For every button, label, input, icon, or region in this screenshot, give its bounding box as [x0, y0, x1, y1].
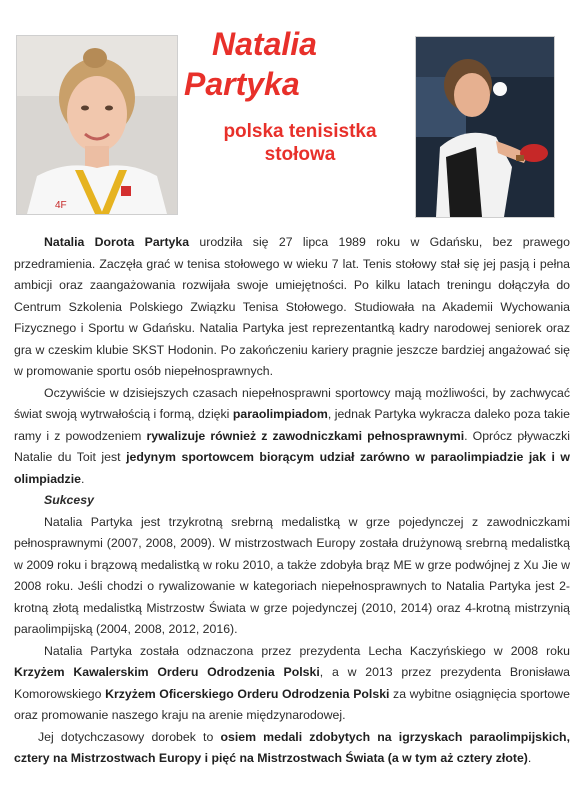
text-span: .	[80, 471, 85, 486]
subtitle-line-1: polska tenisistka	[223, 121, 377, 142]
full-name: Natalia Dorota Partyka	[44, 235, 190, 249]
title-first-name: Natalia	[212, 26, 317, 62]
text-span: , jednak Partyka wykracza daleko poza takie ramy i z powodzeniem	[14, 407, 570, 443]
awards-paragraph	[14, 641, 570, 727]
subtitle-line-2: stołowa	[264, 144, 336, 165]
bold-span: Krzyżem Kawalerskim Orderu Odrodzenia Polski	[14, 665, 320, 679]
medals-paragraph	[14, 727, 570, 770]
bold-span: osiem medali zdobytych na igrzyskach paraolimpijskich, cztery na Mistrzostwach Europy i pięć na Mistrzostwach Świata (a w tym aż cztery złote)	[14, 729, 570, 765]
text-span: za wybitne osiągnięcia sportowe oraz promowanie naszego kraju na arenie międzynarodowej.	[14, 686, 570, 722]
bold-span: paraolimpiadom	[232, 407, 328, 421]
bio-paragraph-2	[14, 383, 570, 491]
title-last-name: Partyka	[184, 66, 300, 102]
section-heading-sukcesy: Sukcesy	[44, 493, 94, 507]
text-span: , a w 2013 przez prezydenta Bronisława Komorowskiego	[14, 665, 570, 701]
text-span: . Oprócz pływaczki Natalie du Toit jest	[14, 428, 571, 464]
text-span: Jej dotychczasowy dorobek to	[38, 729, 221, 744]
bio-text: urodziła się 27 lipca 1989 roku w Gdańsku, bez prawego przedramienia. Zaczęła grać w tenisa stołowego w wieku 7 lat. Tenis stołowy stał się jej pasją i pełna ambicji oraz zaangażowania rozwijała swoje umiejętności. Po kilku latach treningu dołączyła do Centrum Szkolenia Polskiego Związku Tenisa Stołowego. Studiowała na Akademii Wychowania Fizycznego i Sportu w Gdańsku. Natalia Partyka jest reprezentantką kadry narodowej seniorek oraz gra w czeskim klubie SKST Hodonin. Po zakończeniu kariery pragnie jeszcze bardziej angażować się w promowanie sportu osób niepełnosprawnych.	[14, 235, 570, 378]
table-tennis-action-photo	[415, 36, 555, 218]
bold-span: rywalizuje również z zawodniczkami pełnosprawnymi	[146, 428, 465, 443]
successes-paragraph: Natalia Partyka jest trzykrotną srebrną medalistką w grze pojedynczej z zawodniczkami pełnosprawnymi (2007, 2008, 2009). W mistrzostwach Europy została drużynową srebrną medalistką w 2009 roku i brązową medalistką w roku 2010, a także zdobyła brąz ME w grze podwójnej z Xu Jie w 2008 roku. Jeśli chodzi o rywalizowanie w kategoriach niepełnosprawnych to Natalia Partyka jest 2-krotną złotą medalistką Mistrzostw Świata w grze pojedynczej (2010, 2014) oraz 4-krotną mistrzynią paraolimpijską (2004, 2008, 2012, 2016).	[14, 514, 570, 636]
text-span: Oczywiście w dzisiejszych czasach niepełnosprawni sportowcy mają możliwości, by zachwycać świat swoją wytrwałością i formą, dzięki	[14, 385, 570, 421]
bold-span: jedynym sportowcem biorącym udział zarówno w paraolimpiadzie jak i w olimpiadzie	[14, 450, 571, 486]
svg-text:4F: 4F	[55, 200, 67, 211]
article-body	[14, 232, 570, 770]
portrait-photo	[16, 35, 178, 215]
bio-paragraph-1	[14, 232, 570, 383]
text-span: .	[527, 751, 532, 765]
bold-span: Krzyżem Oficerskiego Orderu Odrodzenia Polski	[105, 686, 390, 701]
text-span: Natalia Partyka została odznaczona przez prezydenta Lecha Kaczyńskiego w 2008 roku	[44, 643, 570, 658]
